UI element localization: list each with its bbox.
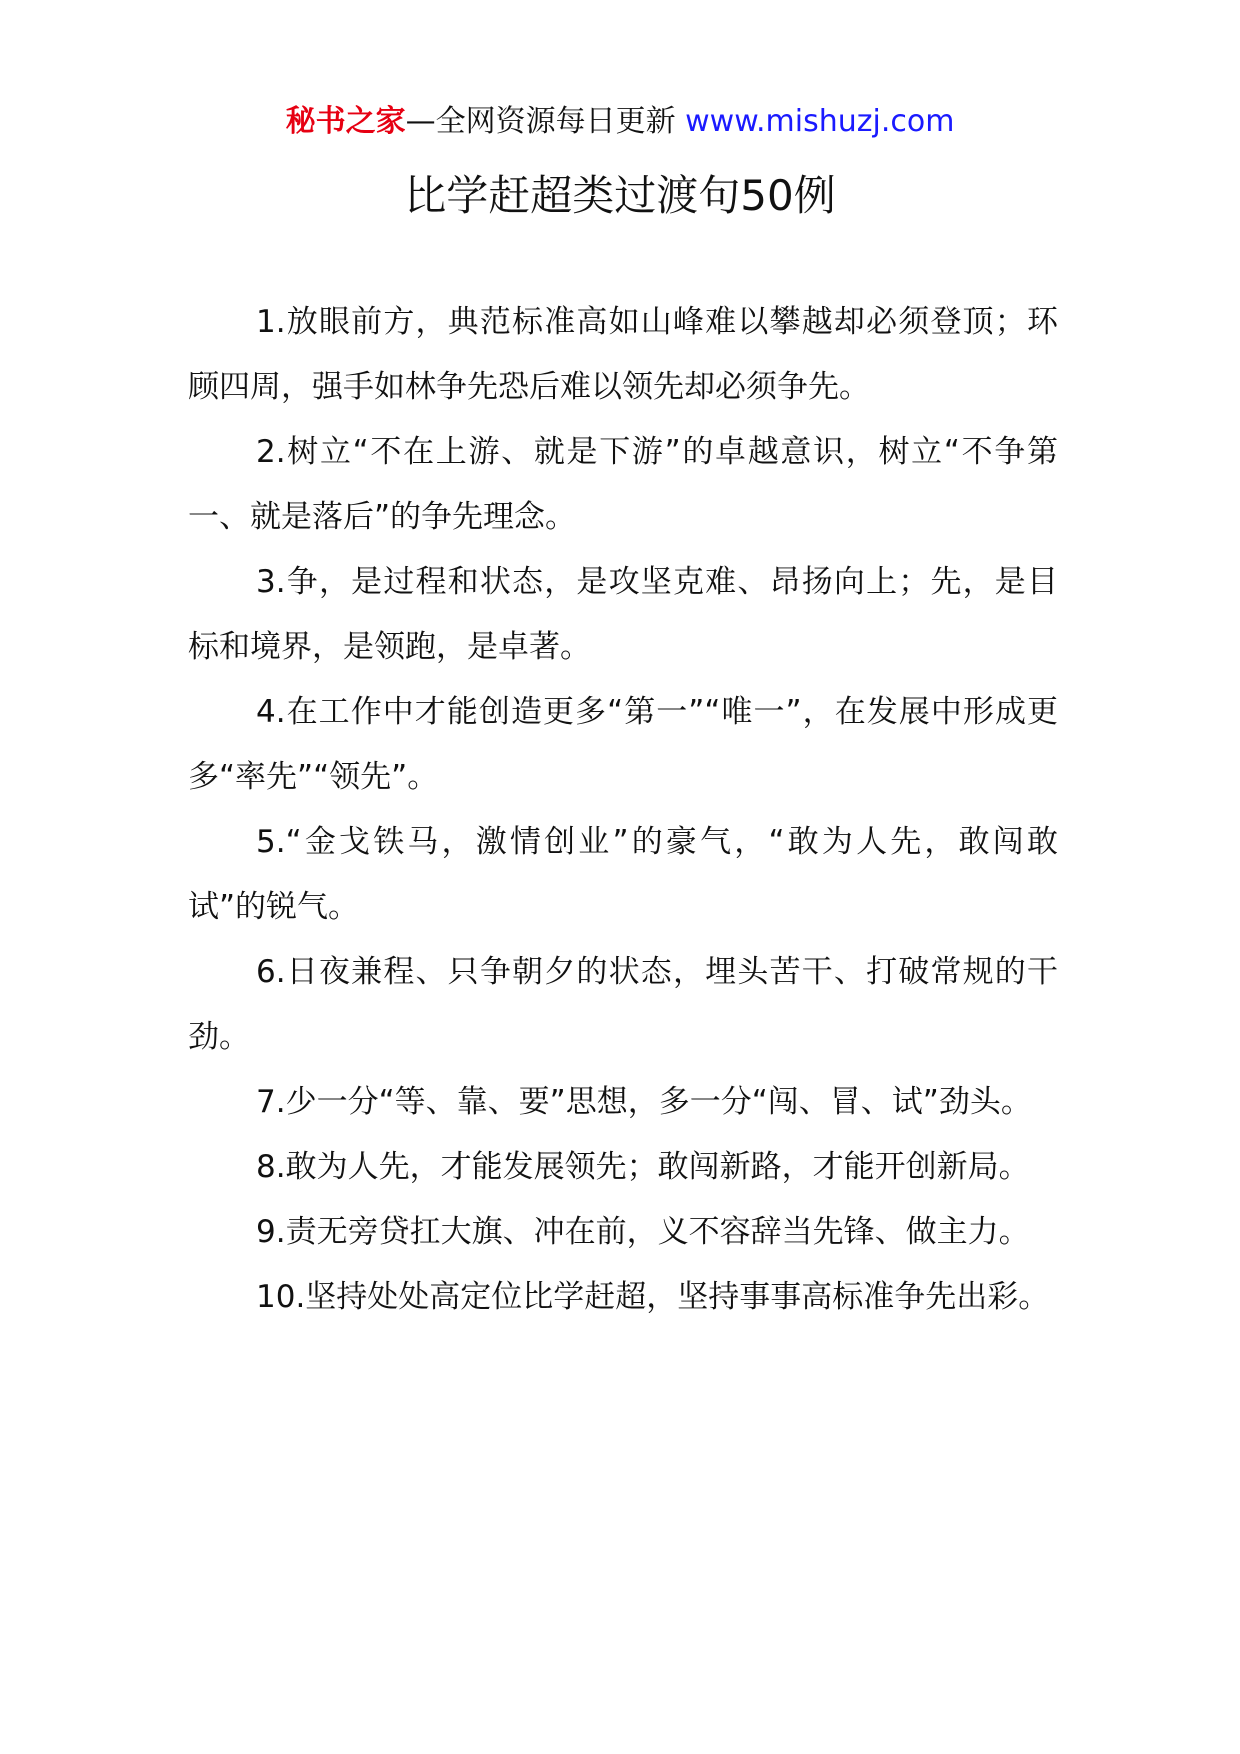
paragraph-2: 2.树立“不在上游、就是下游”的卓越意识，树立“不争第一、就是落后”的争先理念。: [188, 434, 1058, 535]
paragraph-8: 8.敢为人先，才能发展领先；敢闯新路，才能开创新局。: [256, 1149, 1030, 1185]
paragraph-3: 3.争，是过程和状态，是攻坚克难、昂扬向上；先，是目标和境界，是领跑，是卓著。: [188, 564, 1058, 665]
paragraph-5: 5.“金戈铁马，激情创业”的豪气，“敢为人先，敢闯敢试”的锐气。: [188, 824, 1058, 925]
site-url-link[interactable]: www.mishuzj.com: [685, 104, 955, 139]
paragraph-10: 10.坚持处处高定位比学赶超，坚持事事高标准争先出彩。: [256, 1279, 1050, 1315]
site-header: [0, 100, 1240, 144]
paragraph-6: 6.日夜兼程、只争朝夕的状态，埋头苦干、打破常规的干劲。: [188, 954, 1058, 1055]
paragraph-4: 4.在工作中才能创造更多“第一”“唯一”，在发展中形成更多“率先”“领先”。: [188, 694, 1058, 795]
paragraph-9: 9.责无旁贷扛大旗、冲在前，义不容辞当先锋、做主力。: [256, 1214, 1030, 1250]
brand-name: 秘书之家: [285, 104, 406, 139]
paragraph-1: 1.放眼前方，典范标准高如山峰难以攀越却必须登顶；环顾四周，强手如林争先恐后难以领先却必须争先。: [188, 304, 1058, 405]
paragraph-7: 7.少一分“等、靠、要”思想，多一分“闯、冒、试”劲头。: [256, 1084, 1032, 1120]
header-tagline: —全网资源每日更新: [405, 104, 676, 139]
document-title: 比学赶超类过渡句50例: [404, 171, 836, 220]
document-body: [188, 290, 1058, 1330]
